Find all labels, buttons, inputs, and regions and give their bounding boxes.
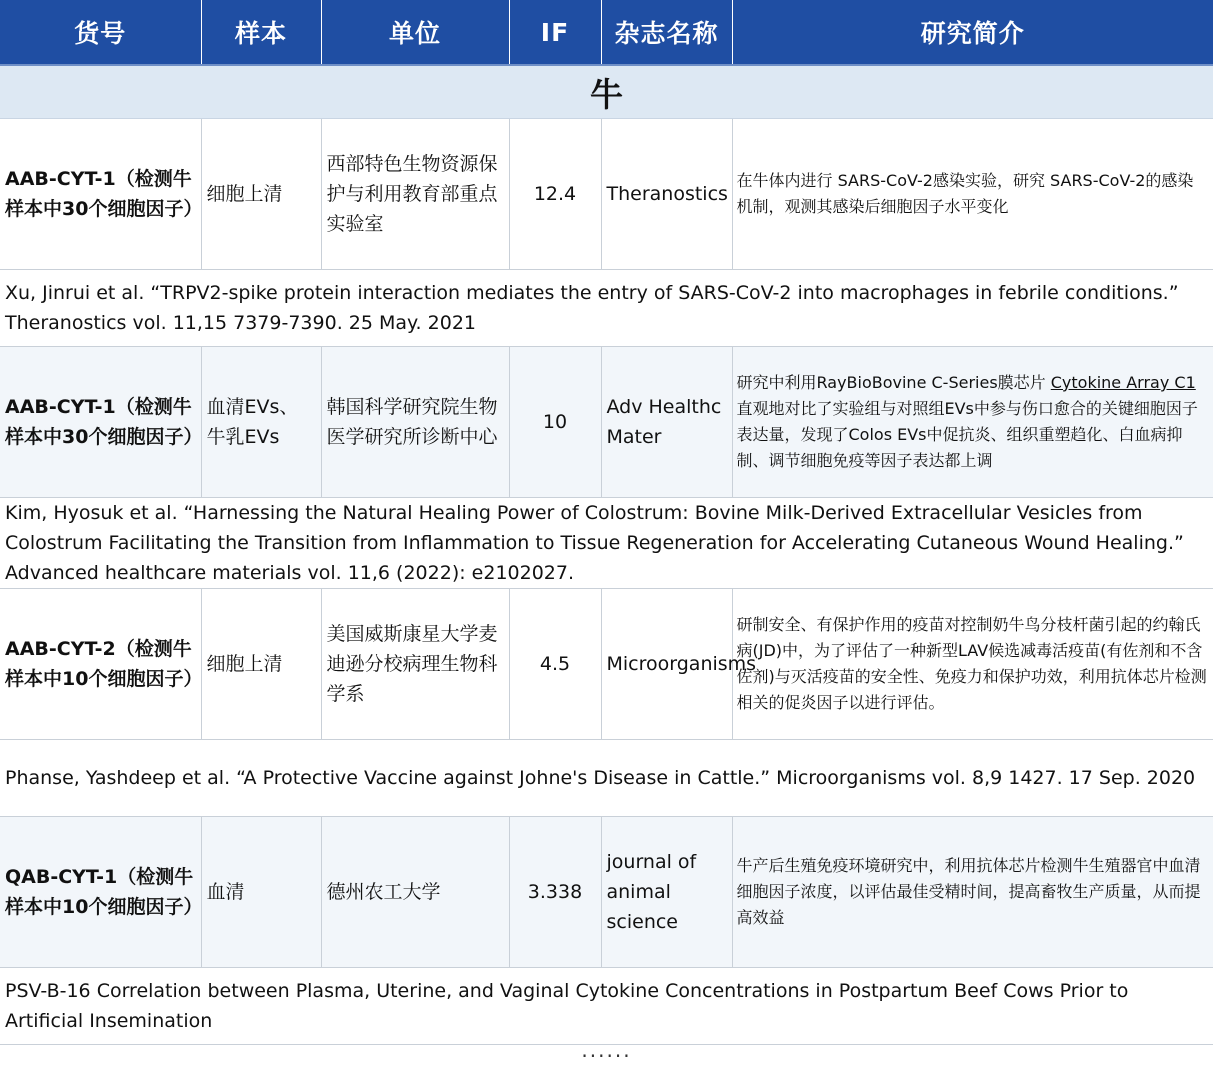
header-if: IF [509,0,601,65]
reference-row [0,740,1213,817]
table-row [0,817,1213,968]
product-code: QAB-CYT-1（检测牛样本中10个细胞因子） [0,817,201,968]
institution: 西部特色生物资源保护与利用教育部重点实验室 [321,119,509,270]
reference-text: Phanse, Yashdeep et al. “A Protective Vaccine against Johne's Disease in Cattle.” Microorganisms vol. 8,9 1427. 17 Sep. 2020 [0,740,1213,817]
intro-text: 在牛体内进行 SARS-CoV-2感染实验，研究 SARS-CoV-2的感染机制，观测其感染后细胞因子水平变化 [736,171,1194,216]
research-intro [732,817,1213,968]
institution: 韩国科学研究院生物医学研究所诊断中心 [321,347,509,498]
intro-text: 牛产后生殖免疫环境研究中，利用抗体芯片检测牛生殖器官中血清细胞因子浓度，以评估最佳受精时间，提高畜牧生产质量，从而提高效益 [736,856,1201,927]
header-row [0,0,1213,65]
intro-text: 研究中利用RayBioBovine C-Series膜芯片 [736,373,1051,392]
institution: 美国威斯康星大学麦迪逊分校病理生物科学系 [321,589,509,740]
sample-type: 血清EVs、牛乳EVs [201,347,321,498]
header-journal: 杂志名称 [601,0,732,65]
journal-name: journal of animal science [601,817,732,968]
reference-text: Xu, Jinrui et al. “TRPV2-spike protein interaction mediates the entry of SARS-CoV-2 into macrophages in febrile conditions.” Theranostics vol. 11,15 7379-7390. 25 May. 2021 [0,270,1213,347]
journal-name: Microorganisms [601,589,732,740]
table-row [0,589,1213,740]
header-sample: 样本 [201,0,321,65]
reference-text: PSV-B-16 Correlation between Plasma, Uterine, and Vaginal Cytokine Concentrations in Postpartum Beef Cows Prior to Artificial Insemination [0,968,1213,1045]
sample-type: 血清 [201,817,321,968]
impact-factor: 10 [509,347,601,498]
category-row [0,65,1213,119]
journal-name: Adv Healthc Mater [601,347,732,498]
impact-factor: 12.4 [509,119,601,270]
reference-row [0,498,1213,589]
product-link[interactable]: Cytokine Array C1 [1050,373,1196,392]
sample-type: 细胞上清 [201,589,321,740]
table-row [0,119,1213,270]
product-code: AAB-CYT-1（检测牛样本中30个细胞因子） [0,347,201,498]
research-intro [732,347,1213,498]
intro-text-cont: 直观地对比了实验组与对照组EVs中参与伤口愈合的关键细胞因子表达量，发现了Colos EVs中促抗炎、组织重塑趋化、白血病抑制、调节细胞免疫等因子表达都上调 [736,399,1198,470]
sample-type: 细胞上清 [201,119,321,270]
intro-text: 研制安全、有保护作用的疫苗对控制奶牛鸟分枝杆菌引起的约翰氏病(JD)中，为了评估了一种新型LAV候选减毒活疫苗(有佐剂和不含佐剂)与灭活疫苗的安全性、免疫力和保护功效，利用抗体芯片检测相关的促炎因子以进行评估。 [736,615,1207,712]
header-code: 货号 [0,0,201,65]
table-row [0,347,1213,498]
journal-name: Theranostics [601,119,732,270]
header-intro: 研究简介 [732,0,1213,65]
product-code: AAB-CYT-1（检测牛样本中30个细胞因子） [0,119,201,270]
institution: 德州农工大学 [321,817,509,968]
reference-text: Kim, Hyosuk et al. “Harnessing the Natural Healing Power of Colostrum: Bovine Milk-Derived Extracellular Vesicles from Colostrum Facilitating the Transition from Inflammation to Tissue Regeneration for Accelerating Cutaneous Wound Healing.” Advanced healthcare materials vol. 11,6 (2022): e2102027. [0,498,1213,589]
header-unit: 单位 [321,0,509,65]
research-intro [732,589,1213,740]
more-ellipsis: ...... [581,1038,632,1062]
impact-factor: 4.5 [509,589,601,740]
research-intro [732,119,1213,270]
reference-row [0,270,1213,347]
reference-row [0,968,1213,1045]
impact-factor: 3.338 [509,817,601,968]
product-code: AAB-CYT-2（检测牛样本中10个细胞因子） [0,589,201,740]
category-label: 牛 [0,65,1213,119]
